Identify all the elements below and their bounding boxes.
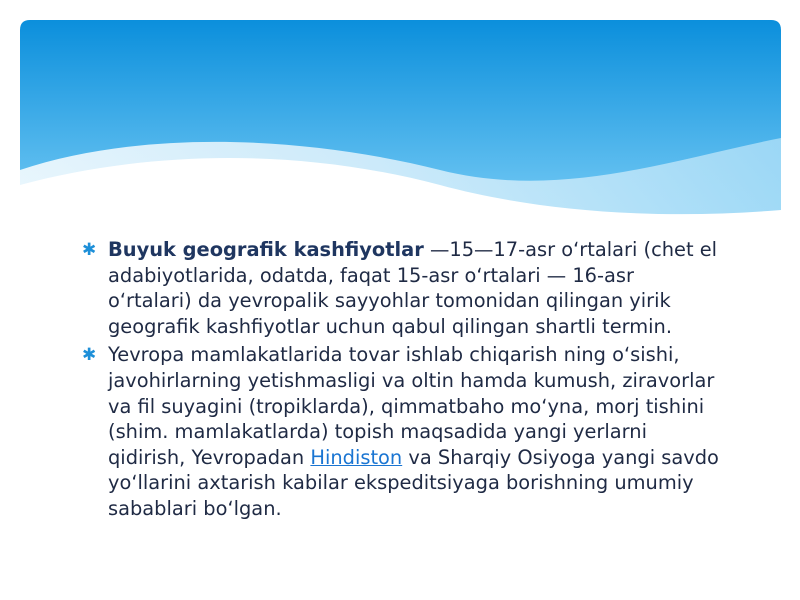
- definition-text: —15—17-asr oʻrtalari (chet el adabiyotlarida, odatda, faqat 15-asr oʻrtalari — 16-asr oʻrtalari) da yevropalik sayyohlar tomonidan qilingan yirik geografik kashfiyotlar uchun qabul qilingan shartli termin.: [108, 238, 718, 338]
- header-wave-banner: [20, 20, 781, 235]
- causes-text-start: Yevropa mamlakatlarida tovar ishlab chiqarish ning oʻsishi, javohirlarning yetishmasligi va oltin hamda kumush, ziravorlar va fil suyagini (tropiklarda), qimmatbaho moʻyna, morj tishini (shim. mamlakatlarda) topish maqsadida yangi yerlarni qidirish, Yevropadan: [108, 343, 715, 469]
- asterisk-bullet-icon: ✱: [82, 240, 97, 260]
- term-heading: Buyuk geografik kashfiyotlar: [108, 238, 424, 261]
- bullet-item-causes: [82, 342, 722, 521]
- bullet-item-definition: [82, 237, 722, 339]
- causes-text-end: va Sharqiy Osiyoga yangi savdo yoʻllarini axtarish kabilar ekspeditsiyaga borishning umumiy sabablari boʻlgan.: [108, 445, 719, 520]
- hindiston-link[interactable]: Hindiston: [310, 445, 403, 469]
- bullet-list: [82, 237, 722, 525]
- asterisk-bullet-icon: ✱: [82, 345, 97, 366]
